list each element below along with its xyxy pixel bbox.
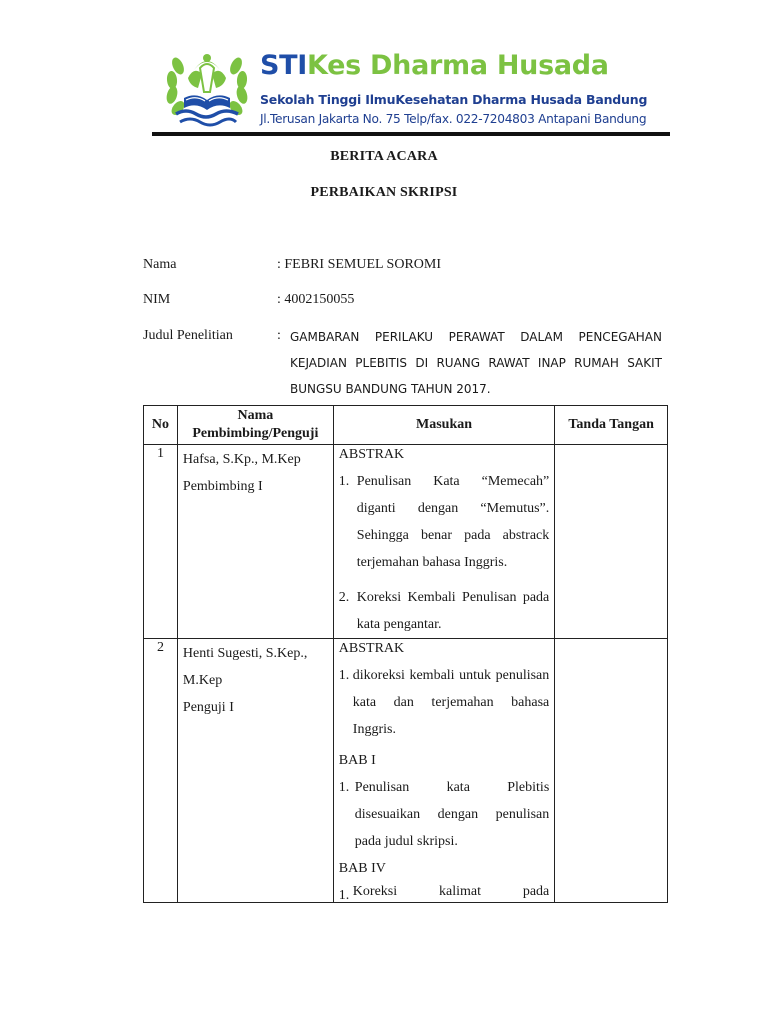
letterhead-rule <box>152 132 670 136</box>
feedback-section: BAB I <box>338 753 376 768</box>
reviewer-role: Pembimbing I <box>182 479 263 494</box>
document-subtitle: PERBAIKAN SKRIPSI <box>310 185 458 200</box>
field-label-nama: Nama <box>143 257 177 272</box>
feedback-item-number: 1. <box>338 668 350 683</box>
feedback-item <box>339 662 549 743</box>
reviewer-name: Henti Sugesti, S.Kep., M.Kep <box>182 646 308 688</box>
reviewer-cell <box>177 445 333 639</box>
table-row <box>144 639 668 903</box>
header-tanda-tangan: Tanda Tangan <box>555 406 668 445</box>
feedback-item-text: Penulisan kata Plebitis disesuaikan dengan penulisan pada judul skripsi. <box>354 780 550 849</box>
row-number: 2 <box>144 639 178 903</box>
institution-name-part1: STI <box>260 50 308 81</box>
feedback-item <box>339 774 549 855</box>
feedback-item-number: 1. <box>338 780 350 795</box>
table-row <box>144 445 668 639</box>
feedback-item-number: 1. <box>338 888 350 902</box>
reviewer-role: Penguji I <box>182 700 234 715</box>
feedback-item <box>339 882 549 902</box>
field-value-judul: GAMBARAN PERILAKU PERAWAT DALAM PENCEGAHAN KEJADIAN PLEBITIS DI RUANG RAWAT INAP RUMAH SAKIT BUNGSU BANDUNG TAHUN 2017. <box>290 330 662 396</box>
field-label-judul: Judul Penelitian <box>143 328 233 343</box>
feedback-item-number: 2. <box>338 590 350 605</box>
institution-name <box>260 50 609 81</box>
institution-name-part2: Kes Dharma Husada <box>307 50 609 81</box>
header-nama: Nama Pembimbing/Penguji <box>177 406 333 445</box>
feedback-item <box>339 584 549 638</box>
field-colon-judul: : <box>277 328 281 343</box>
institution-logo-icon <box>164 48 250 130</box>
header-no: No <box>144 406 178 445</box>
reviewer-cell <box>177 639 333 903</box>
table-header-row <box>144 406 668 445</box>
feedback-item <box>339 468 549 576</box>
feedback-item-text: dikoreksi kembali untuk penulisan kata dan terjemahan bahasa Inggris. <box>352 668 550 737</box>
letterhead <box>160 46 670 136</box>
revision-table <box>143 405 668 903</box>
institution-address: Jl.Terusan Jakarta No. 75 Telp/fax. 022-7204803 Antapani Bandung <box>260 112 647 126</box>
feedback-cell <box>333 445 554 639</box>
signature-cell <box>555 639 668 903</box>
field-label-nim: NIM <box>143 292 171 307</box>
reviewer-name: Hafsa, S.Kp., M.Kep <box>182 452 301 467</box>
field-value-nama: : FEBRI SEMUEL SOROMI <box>277 257 442 272</box>
feedback-cell <box>333 639 554 903</box>
feedback-section: BAB IV <box>338 861 386 876</box>
signature-cell <box>555 445 668 639</box>
feedback-section: ABSTRAK <box>338 641 405 656</box>
field-value-nim: : 4002150055 <box>277 292 355 307</box>
feedback-item-text: Koreksi Kembali Penulisan pada kata pengantar. <box>356 590 550 632</box>
header-masukan: Masukan <box>333 406 554 445</box>
feedback-section: ABSTRAK <box>338 447 405 462</box>
row-number: 1 <box>144 445 178 639</box>
feedback-item-text: Koreksi kalimat pada <box>352 884 550 899</box>
institution-subtitle: Sekolah Tinggi IlmuKesehatan Dharma Husada Bandung <box>260 92 648 107</box>
feedback-item-number: 1. <box>338 474 350 489</box>
document-title: BERITA ACARA <box>330 149 438 164</box>
feedback-item-text: Penulisan Kata “Memecah” diganti dengan “Memutus”. Sehingga benar pada abstrack terjemahan bahasa Inggris. <box>356 474 550 570</box>
